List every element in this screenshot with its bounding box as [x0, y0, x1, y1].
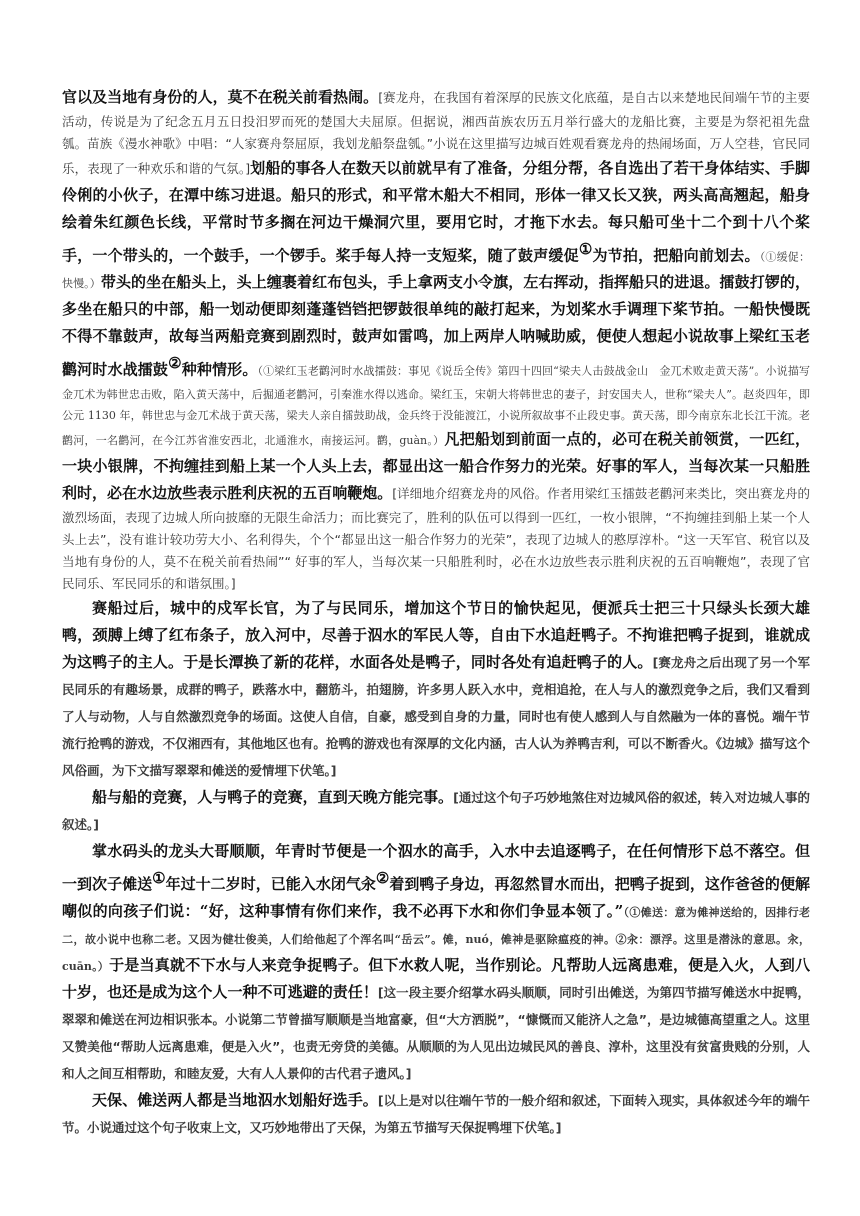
paragraph — [62, 595, 810, 784]
main-text: 为节拍，把船向前划去。 — [592, 246, 760, 265]
main-text: 年过十二岁时，已能入水闭气汆 — [165, 874, 376, 893]
main-text: 船与船的竞赛，人与鸭子的竞赛，直到天晚方能完事。 — [92, 787, 454, 806]
annotation-text: [赛龙舟，在我国有着深厚的民族文化底蕴，是自古以来楚地民间端午节的主要活动，传说是为了纪念五月五日投汨罗而死的楚国大夫屈原。但据说，湘西苗族农历五月举行盛大的龙船比赛，主要是为祭祀祖先盘瓠。苗族《漫水神歌》中唱：“人家赛舟祭屈原，我划龙船祭盘瓠。”小说在这里描写边城百姓观看赛龙舟的热闹场面，万人空巷，官民同乐，表现了一种欢乐和谐的气氛。] — [62, 90, 810, 176]
annotation-text: [这一段主要介绍掌水码头顺顺，同时引出傩送，为第四节描写傩送水中捉鸭，翠翠和傩送在河边相识张本。小说第二节曾描写顺顺是当地富豪，但“大方洒脱”，“慷慨而又能济人之急”，是边城德高望重之人。这里又赞美他“帮助人远离患难，便是入火”，也责无旁贷的美德。从顺顺的为人见出边城民风的善良、淳朴，这里没有贫富贵贱的分别，人和人之间互相帮助，和睦友爱，大有人人景仰的古代君子遗风。] — [62, 984, 810, 1081]
footnote-marker: ② — [375, 868, 390, 887]
footnote-text: （①缓促：快慢。） — [62, 250, 811, 291]
annotation-text: [通过这个句子巧妙地煞住对边城风俗的叙述，转入对边城人事的叙述。] — [62, 789, 810, 832]
footnote-marker: ② — [168, 354, 182, 373]
footnote-text: （①傩送：意为傩神送给的，因排行老二，故小说中也称二老。又因为健壮俊美，人们给他起了个浑名叫“岳云”。傩，nuó，傩神是驱除瘟疫的神。②汆：漂浮。这里是潜泳的意思。汆，cuān。） — [62, 905, 811, 973]
main-text: 天保、傩送两人都是当地泅水划船好选手。 — [92, 1090, 378, 1109]
footnote-marker: ① — [152, 868, 166, 887]
paragraph — [62, 1087, 810, 1141]
main-text: 带头的坐在船头上，头上缠裹着红布包头，手上拿两支小令旗，左右挥动，指挥船只的进退。擂鼓打锣的，多坐在船只的中部，船一划动便即刻蓬蓬铛铛把锣鼓很单纯的敲打起来，为划桨水手调理下桨节拍。一船快慢既不得不靠鼓声，故每当两船竞赛到剧烈时，鼓声如雷鸣，加上两岸人呐喊助威，便使人想起小说故事上梁红玉老鹳河时水战擂鼓 — [62, 273, 810, 379]
paragraph — [62, 838, 810, 1087]
main-text: 划船的事各人在数天以前就早有了准备，分组分帮，各自选出了若干身体结实、手脚伶俐的小伙子，在潭中练习进退。船只的形式，和平常木船大不相同，形体一律又长又狭，两头高高翘起，船身绘着朱红颜色长线，平常时节多搁在河边干燥洞穴里，要用它时，才拖下水去。每只船可坐十二个到十八个桨手，一个带头的，一个鼓手，一个锣手。桨手每人持一支短桨，随了鼓声缓促 — [62, 159, 810, 265]
main-text: 着到鸭子身边，再忽然冒水而出，把鸭子捉到，这作爸爸的便解嘲似的向孩子们说：“好，这种事情有你们来作，我不必再下水和你们争显本领了。” — [62, 874, 810, 920]
paragraph — [62, 784, 810, 838]
annotation-text: [赛龙舟之后出现了另一个军民同乐的有趣场景，成群的鸭子，跌落水中，翻筋斗，拍翅膀，许多男人跃入水中，竞相追抢，在人与人的激烈竞争之后，我们又看到了人与动物，人与自然激烈竞争的场面。这使人自信，自豪，感受到自身的力量，同时也有使人感到人与自然融为一体的喜悦。端午节流行抢鸭的游戏，不仅湘西有，其他地区也有。抢鸭的游戏也有深厚的文化内涵，古人认为养鸭吉利，可以不断香火。《边城》描写这个风俗画，为下文描写翠翠和傩送的爱情埋下伏笔。] — [62, 654, 810, 778]
main-text: 种种情形。 — [181, 360, 258, 379]
annotation-text: [详细地介绍赛龙舟的风俗。作者用梁红玉擂鼓老鹳河来类比，突出赛龙舟的激烈场面，表现了边城人所向披靡的无限生命活力；而比赛完了，胜利的队伍可以得到一匹红，一枚小银牌，“不拘缠挂到船上某一个人头上去”，没有谁计较功劳大小、名利得失，个个“都显出这一船合作努力的光荣”，表现了边城人的憨厚淳朴。“这一天军官、税官以及当地有身份的人，莫不在税关前看热闹”“ 好事的军人，当每次某一只船胜利时，必在水边放些表示胜利庆祝的五百响鞭炮”，表现了官民同乐、军民同乐的和谐氛围。] — [62, 485, 810, 591]
footnote-text: （①梁红玉老鹳河时水战擂鼓：事见《说岳全传》第四十四回“梁夫人击鼓战金山 金兀术败走黄天荡”。小说描写金兀术为韩世忠击败，陷入黄天荡中，后掘通老鹳河，引秦淮水得以逃命。梁红玉，宋朝大将韩世忠的妻子，封安国夫人，世称“梁夫人”。赵炎四年，即公元 1130 年，韩世忠与金兀术战于黄天荡，梁夫人亲自擂鼓助战，金兵终于没能渡江，小说所叙故事不止段史事。黄天荡，即今南京东北长江干流。老鹳河，一名鹳河，在今江苏省淮安西北，北通淮水，南接运河。鹳，guàn。） — [62, 364, 810, 447]
annotation-text: [以上是对以往端午节的一般介绍和叙述，下面转入现实，具体叙述今年的端午节。小说通过这个句子收束上文，又巧妙地带出了天保，为第五节描写天保捉鸭埋下伏笔。] — [62, 1092, 810, 1135]
main-text: 掌水码头的龙头大哥顺顺，年青时节便是一个泅水的高手，入水中去追逐鸭子，在任何情形下总不落空。但一到次子傩送 — [62, 841, 810, 893]
main-text: 官以及当地有身份的人，莫不在税关前看热闹。 — [62, 88, 379, 106]
main-text: 凡把船划到前面一点的，必可在税关前领赏，一匹红，一块小银牌，不拘缠挂到船上某一个人头上去，都显出这一船合作努力的光荣。好事的军人，当每次某一只船胜利时，必在水边放些表示胜利庆祝的五百响鞭炮。 — [62, 429, 810, 502]
main-text: 于是当真就不下水与人来竞争捉鸭子。但下水救人呢，当作别论。凡帮助人远离患难，便是入火，人到八十岁，也还是成为这个人一种不可逃避的责任！ — [62, 955, 810, 1001]
main-text: 赛船过后，城中的戍军长官，为了与民同乐，增加这个节日的愉快起见，便派兵士把三十只绿头长颈大雄鸭，颈膊上缚了红布条子，放入河中，尽善于泅水的军民人等，自由下水追赶鸭子。不拘谁把鸭子捉到，谁就成为这鸭子的主人。于是长潭换了新的花样，水面各处是鸭子，同时各处有追赶鸭子的人。 — [62, 598, 810, 671]
document-page — [62, 84, 810, 1141]
footnote-marker: ① — [578, 240, 593, 258]
paragraph — [62, 84, 810, 595]
